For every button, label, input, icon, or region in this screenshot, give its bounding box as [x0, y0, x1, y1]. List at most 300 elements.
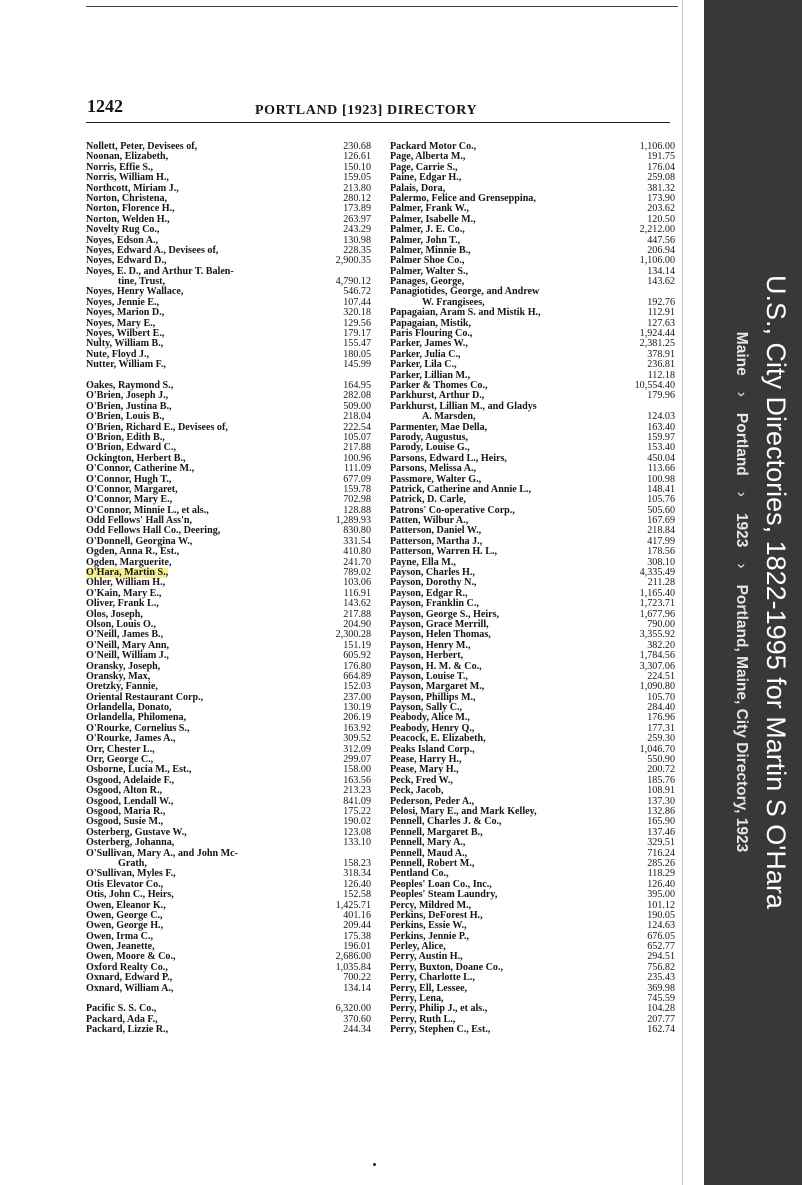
- entry-name: Parkhurst, Lillian M., and Gladys: [390, 400, 537, 412]
- entry-amount: 230.68: [343, 141, 371, 152]
- entry-amount: 244.34: [343, 1024, 371, 1036]
- entry-name: Owen, George C.,: [86, 909, 163, 921]
- directory-entry: [390, 838, 675, 848]
- entry-name: Noyes, Edward D.,: [86, 255, 167, 267]
- entry-name: Pease, Harry H.,: [390, 754, 462, 766]
- entry-amount: 152.03: [343, 681, 371, 693]
- record-sidebar: [704, 0, 802, 1185]
- entry-amount: 320.18: [343, 307, 371, 319]
- entry-amount: 2,900.35: [335, 255, 371, 267]
- entry-amount: 153.40: [647, 442, 675, 454]
- entry-amount: 1,046.70: [639, 743, 675, 755]
- entry-name: Pacific S. S. Co.,: [86, 1003, 157, 1015]
- entry-name: Payson, Dorothy N.,: [390, 577, 477, 589]
- entry-amount: 192.76: [647, 296, 675, 308]
- entry-amount: 218.04: [343, 411, 371, 423]
- entry-amount: 104.28: [647, 1003, 675, 1015]
- entry-amount: 447.56: [647, 234, 675, 246]
- entry-name: Noonan, Elizabeth,: [86, 151, 169, 163]
- entry-amount: 217.88: [343, 608, 371, 620]
- entry-amount: 132.86: [647, 806, 675, 817]
- entry-amount: 105.07: [343, 431, 371, 443]
- entry-amount: 200.72: [647, 764, 675, 776]
- directory-entry: [86, 890, 371, 900]
- entry-amount: 546.72: [343, 286, 371, 298]
- entry-name: Olson, Louis O.,: [86, 618, 156, 630]
- entry-amount: 4,335.49: [639, 567, 675, 579]
- entry-name: O'Sullivan, Mary A., and John Mc-: [86, 847, 238, 859]
- directory-entry: [86, 412, 371, 422]
- entry-amount: 1,425.71: [335, 899, 371, 911]
- directory-entry: [86, 225, 371, 235]
- entry-name: Pentland Co.,: [390, 868, 449, 880]
- entry-amount: 213.80: [343, 182, 371, 194]
- entry-name: Patrick, Catherine and Annie L.,: [390, 483, 532, 495]
- entry-name: Ohler, William H.,: [86, 577, 166, 589]
- entry-amount: 312.09: [343, 743, 371, 755]
- directory-entry: [86, 173, 371, 183]
- entry-name: Peaks Island Corp.,: [390, 743, 475, 755]
- entry-amount: 152.58: [343, 889, 371, 901]
- entry-name: O'Connor, Minnie L., et als.,: [86, 504, 209, 516]
- directory-entry: [390, 1025, 675, 1035]
- entry-amount: 1,035.84: [335, 961, 371, 973]
- entry-name: Panagiotides, George, and Andrew: [390, 286, 540, 298]
- entry-name: Parmenter, Mae Della,: [390, 421, 488, 433]
- entry-amount: 159.78: [343, 483, 371, 495]
- entry-name: Payson, Margaret M.,: [390, 681, 485, 693]
- directory-entry: [86, 464, 371, 474]
- entry-amount: 105.76: [647, 494, 675, 506]
- entry-name: Osgood, Maria R.,: [86, 806, 166, 817]
- entry-name: O'Brien, Louis B.,: [86, 411, 165, 423]
- entry-name: Oxford Realty Co.,: [86, 961, 168, 973]
- entry-name: Orlandella, Philomena,: [86, 712, 187, 724]
- entry-name: Owen, Moore & Co.,: [86, 951, 176, 963]
- entry-amount: 243.29: [343, 224, 371, 236]
- entry-name: Packard, Lizzie R.,: [86, 1024, 169, 1036]
- entry-name: Pennell, Charles J. & Co.,: [390, 816, 502, 828]
- entry-name: Palmer, Walter S.,: [390, 265, 469, 277]
- record-title: U.S., City Directories, 1822-1995 for Martin S O'Hara: [761, 275, 791, 909]
- entry-name: Odd Fellows' Hall Ass'n,: [86, 515, 193, 527]
- entry-name: Peabody, Alice M.,: [390, 712, 470, 724]
- entry-amount: 3,355.92: [639, 629, 675, 641]
- entry-amount: 830.80: [343, 525, 371, 537]
- entry-name: Perkins, Essie W.,: [390, 920, 467, 932]
- entry-name: O'Rourke, Cornelius S.,: [86, 722, 190, 734]
- breadcrumb-separator-icon: ›: [733, 391, 750, 397]
- left-column: [86, 142, 371, 1036]
- entry-name: tine, Trust,: [118, 276, 166, 288]
- entry-amount: 790.00: [647, 618, 675, 630]
- entry-amount: 218.84: [647, 525, 675, 537]
- entry-amount: 203.62: [647, 203, 675, 215]
- entry-amount: 206.94: [647, 244, 675, 256]
- entry-name: Nulty, William B.,: [86, 338, 164, 350]
- entry-amount: 112.91: [647, 307, 675, 319]
- entry-name: Patten, Wilbur A.,: [390, 515, 469, 527]
- entry-amount: 1,106.00: [639, 141, 675, 152]
- entry-name: Orr, George C.,: [86, 754, 154, 766]
- entry-name: Parker, Julia C.,: [390, 348, 461, 360]
- entry-amount: 134.14: [343, 982, 371, 994]
- entry-amount: 112.18: [647, 369, 675, 381]
- directory-entry: [390, 412, 675, 422]
- entry-amount: 151.19: [343, 639, 371, 651]
- entry-amount: 395.00: [647, 889, 675, 901]
- sidebar-rotated-text: [703, 22, 802, 1162]
- entry-amount: 137.46: [647, 826, 675, 838]
- entry-name: O'Neill, Mary Ann,: [86, 639, 169, 651]
- directory-entry: [86, 838, 371, 848]
- entry-amount: 677.09: [343, 473, 371, 485]
- entry-name: Ockington, Herbert B.,: [86, 452, 186, 464]
- entry-amount: 235.43: [647, 972, 675, 984]
- entry-amount: 224.51: [647, 670, 675, 682]
- entry-amount: 124.63: [647, 920, 675, 932]
- entry-name: Otis Elevator Co.,: [86, 878, 164, 890]
- entry-amount: 370.60: [343, 1013, 371, 1025]
- entry-name: Odd Fellows Hall Co., Deering,: [86, 525, 221, 537]
- entry-amount: 143.62: [647, 276, 675, 288]
- entry-name: O'Connor, Hugh T.,: [86, 473, 172, 485]
- entry-amount: 100.98: [647, 473, 675, 485]
- entry-name: Pennell, Robert M.,: [390, 857, 475, 869]
- breadcrumb-item-city[interactable]: Portland: [733, 412, 750, 476]
- entry-name: Osborne, Lucia M., Est.,: [86, 764, 192, 776]
- entry-amount: 1,784.56: [639, 650, 675, 662]
- entry-name: O'Donnell, Georgina W.,: [86, 535, 193, 547]
- entry-name: Pennell, Mary A.,: [390, 837, 466, 849]
- entry-amount: 4,790.12: [335, 276, 371, 288]
- entry-amount: 605.92: [343, 650, 371, 662]
- entry-name: Nutter, William F.,: [86, 359, 166, 371]
- breadcrumb-separator-icon: ›: [733, 491, 750, 497]
- entry-name: Owen, Eleanor K.,: [86, 899, 166, 911]
- entry-name: Osgood, Lendall W.,: [86, 795, 174, 807]
- entry-name: Palermo, Felice and Grenseppina,: [390, 192, 536, 204]
- entry-amount: 1,677.96: [639, 608, 675, 620]
- entry-amount: 222.54: [343, 421, 371, 433]
- entry-name: Perley, Alice,: [390, 941, 446, 953]
- entry-amount: 190.05: [647, 909, 675, 921]
- entry-name: Peck, Jacob,: [390, 785, 444, 797]
- entry-name: Noyes, Marion D.,: [86, 307, 165, 319]
- entry-amount: 185.76: [647, 774, 675, 786]
- entry-name: Parker, James W.,: [390, 338, 468, 350]
- entry-name: Peacock, E. Elizabeth,: [390, 733, 486, 745]
- entry-name: Noyes, Henry Wallace,: [86, 286, 184, 298]
- entry-amount: 178.56: [647, 546, 675, 558]
- entry-name: Page, Alberta M.,: [390, 151, 466, 163]
- entry-name: Page, Carrie S.,: [390, 161, 458, 173]
- entry-amount: 191.75: [647, 151, 675, 163]
- entry-amount: 241.70: [343, 556, 371, 568]
- entry-amount: 173.89: [343, 203, 371, 215]
- entry-name: Noyes, Mary E.,: [86, 317, 156, 329]
- entry-amount: 196.01: [343, 941, 371, 953]
- entry-name: Orlandella, Donato,: [86, 702, 172, 714]
- entry-amount: 128.88: [343, 504, 371, 516]
- header-rule: [86, 122, 670, 123]
- entry-amount: 294.51: [647, 951, 675, 963]
- directory-entry: [390, 651, 675, 661]
- entry-name: O'Connor, Mary E.,: [86, 494, 173, 506]
- entry-name: Osgood, Alton R.,: [86, 785, 162, 797]
- entry-amount: 126.40: [647, 878, 675, 890]
- entry-amount: 329.51: [647, 837, 675, 849]
- entry-name: Peabody, Henry Q.,: [390, 722, 475, 734]
- entry-name: Palmer, Frank W.,: [390, 203, 469, 215]
- directory-entry: [86, 360, 371, 370]
- entry-amount: 129.56: [343, 317, 371, 329]
- entry-name: Norris, William H.,: [86, 172, 169, 184]
- entry-name: O'Brion, Edward C.,: [86, 442, 177, 454]
- entry-amount: 113.66: [647, 463, 675, 475]
- entry-name: Nute, Floyd J.,: [86, 348, 150, 360]
- top-rule: [86, 6, 678, 7]
- entry-name: A. Marsden,: [422, 411, 476, 423]
- entry-name: Parker, Lillian M.,: [390, 369, 471, 381]
- directory-entry: [86, 651, 371, 661]
- entry-amount: 237.00: [343, 691, 371, 703]
- entry-name: Packard Motor Co.,: [390, 141, 477, 152]
- entry-name: O'Kain, Mary E.,: [86, 587, 162, 599]
- entry-amount: 108.91: [647, 785, 675, 797]
- entry-name: Payne, Ella M.,: [390, 556, 456, 568]
- entry-amount: 145.99: [343, 359, 371, 371]
- entry-amount: 123.08: [343, 826, 371, 838]
- breadcrumb-item-year[interactable]: 1923: [733, 512, 750, 548]
- entry-amount: 137.30: [647, 795, 675, 807]
- entry-amount: 401.16: [343, 909, 371, 921]
- entry-name: O'Brion, Edith B.,: [86, 431, 165, 443]
- entry-amount: 126.40: [343, 878, 371, 890]
- entry-amount: 217.88: [343, 442, 371, 454]
- breadcrumb: [732, 22, 750, 1162]
- entry-name: Osterberg, Johanna,: [86, 837, 175, 849]
- directory-entry: [86, 984, 371, 994]
- entry-name: Pelosi, Mary E., and Mark Kelley,: [390, 806, 537, 817]
- entry-name: Payson, Edgar R.,: [390, 587, 468, 599]
- entry-name: Payson, George S., Heirs,: [390, 608, 500, 620]
- entry-amount: 179.96: [647, 390, 675, 402]
- entry-name: Payson, Phillips M.,: [390, 691, 476, 703]
- entry-name: Noyes, Edson A.,: [86, 234, 159, 246]
- entry-name: Parker & Thomes Co.,: [390, 379, 488, 391]
- entry-amount: 159.05: [343, 172, 371, 184]
- entry-amount: 101.12: [647, 899, 675, 911]
- entry-amount: 143.62: [343, 598, 371, 610]
- entry-amount: 700.22: [343, 972, 371, 984]
- right-column: [390, 142, 675, 1036]
- entry-amount: 676.05: [647, 930, 675, 942]
- entry-name: Paris Flouring Co.,: [390, 328, 473, 340]
- entry-name: O'Neill, James B.,: [86, 629, 164, 641]
- entry-amount: 3,307.06: [639, 660, 675, 672]
- entry-amount: 1,165.40: [639, 587, 675, 599]
- entry-name: Oriental Restaurant Corp.,: [86, 691, 204, 703]
- entry-name: Perry, Charlotte L.,: [390, 972, 475, 984]
- entry-amount: 130.98: [343, 234, 371, 246]
- entry-name: Parody, Louise G.,: [390, 442, 470, 454]
- entry-amount: 158.23: [343, 857, 371, 869]
- entry-name: Oliver, Frank L.,: [86, 598, 159, 610]
- entry-amount: 162.74: [647, 1024, 675, 1036]
- entry-name: Oransky, Max,: [86, 670, 151, 682]
- entry-amount: 285.26: [647, 857, 675, 869]
- entry-amount: 107.44: [343, 296, 371, 308]
- entry-name: Oxnard, Edward P.,: [86, 972, 173, 984]
- entry-amount: 177.31: [647, 722, 675, 734]
- entry-name: W. Frangisees,: [422, 296, 485, 308]
- breadcrumb-item-directory[interactable]: Portland, Maine, City Directory, 1923: [733, 584, 750, 853]
- entry-amount: 165.90: [647, 816, 675, 828]
- entry-name: Peck, Fred W.,: [390, 774, 453, 786]
- entry-amount: 2,300.28: [335, 629, 371, 641]
- entry-name: Papagaian, Aram S. and Mistik H.,: [390, 307, 541, 319]
- entry-amount: 331.54: [343, 535, 371, 547]
- entry-name: Perry, Ell, Lessee,: [390, 982, 468, 994]
- entry-amount: 652.77: [647, 941, 675, 953]
- entry-amount: 550.90: [647, 754, 675, 766]
- entry-amount: 118.29: [647, 868, 675, 880]
- entry-name: Patrick, D. Carle,: [390, 494, 466, 506]
- entry-amount: 259.30: [647, 733, 675, 745]
- entry-amount: 204.90: [343, 618, 371, 630]
- entry-name: Perkins, DeForest H.,: [390, 909, 483, 921]
- entry-amount: 163.40: [647, 421, 675, 433]
- entry-amount: 124.03: [647, 411, 675, 423]
- entry-name: Northcott, Miriam J.,: [86, 182, 179, 194]
- entry-amount: 410.80: [343, 546, 371, 558]
- entry-amount: 756.82: [647, 961, 675, 973]
- entry-name: Norton, Florence H.,: [86, 203, 175, 215]
- entry-name: Oretzky, Fannie,: [86, 681, 158, 693]
- entry-amount: 155.47: [343, 338, 371, 350]
- entry-name: Payson, Charles H.,: [390, 567, 475, 579]
- entry-amount: 10,554.40: [634, 379, 675, 391]
- entry-amount: 309.52: [343, 733, 371, 745]
- entry-name: Parker, Lila C.,: [390, 359, 457, 371]
- entry-amount: 176.04: [647, 161, 675, 173]
- entry-name: Norris, Effie S.,: [86, 161, 153, 173]
- entry-name: Noyes, Jennie E.,: [86, 296, 160, 308]
- entry-name: Oransky, Joseph,: [86, 660, 161, 672]
- entry-name: Grath,: [118, 857, 147, 869]
- entry-name: Orr, Chester L.,: [86, 743, 155, 755]
- entry-amount: 209.44: [343, 920, 371, 932]
- entry-amount: 179.17: [343, 328, 371, 340]
- entry-amount: 1,723.71: [639, 598, 675, 610]
- entry-amount: 1,924.44: [639, 328, 675, 340]
- entry-amount: 116.91: [343, 587, 371, 599]
- entry-name: Panages, George,: [390, 276, 465, 288]
- entry-amount: 702.98: [343, 494, 371, 506]
- entry-amount: 236.81: [647, 359, 675, 371]
- breadcrumb-item-state[interactable]: Maine: [733, 331, 750, 376]
- entry-name: Norton, Welden H.,: [86, 213, 170, 225]
- entry-name: Ogden, Marguerite,: [86, 556, 172, 568]
- entry-amount: 450.04: [647, 452, 675, 464]
- entry-name: Palmer, Isabelle M.,: [390, 213, 476, 225]
- entry-name: Palmer, John T.,: [390, 234, 461, 246]
- page-end-mark: [373, 1163, 376, 1166]
- entry-name: Perry, Buxton, Doane Co.,: [390, 961, 503, 973]
- entry-amount: 6,320.00: [335, 1003, 371, 1015]
- entry-amount: 103.06: [343, 577, 371, 589]
- entry-amount: 163.92: [343, 722, 371, 734]
- entry-name: Oxnard, William A.,: [86, 982, 174, 994]
- entry-name: Patterson, Daniel W.,: [390, 525, 482, 537]
- entry-amount: 111.09: [343, 463, 371, 475]
- entry-amount: 133.10: [343, 837, 371, 849]
- scan-edge: [682, 0, 683, 1185]
- entry-amount: 2,686.00: [335, 951, 371, 963]
- entry-name: Owen, Irma C.,: [86, 930, 154, 942]
- directory-entry: [390, 173, 675, 183]
- entry-amount: 382.20: [647, 639, 675, 651]
- page-number: 1242: [87, 96, 123, 116]
- entry-name: Payson, Grace Merrill,: [390, 618, 489, 630]
- entry-amount: 120.50: [647, 213, 675, 225]
- entry-amount: 213.23: [343, 785, 371, 797]
- entry-amount: 164.95: [343, 379, 371, 391]
- entry-amount: 299.07: [343, 754, 371, 766]
- directory-entry: [86, 1025, 371, 1035]
- entry-amount: 664.89: [343, 670, 371, 682]
- entry-amount: 175.22: [343, 806, 371, 817]
- entry-name: Novelty Rug Co.,: [86, 224, 160, 236]
- entry-name: Osgood, Adelaide F.,: [86, 774, 174, 786]
- entry-amount: 173.90: [647, 192, 675, 204]
- entry-name: Payson, Henry M.,: [390, 639, 471, 651]
- entry-amount: 284.40: [647, 702, 675, 714]
- entry-name: Percy, Mildred M.,: [390, 899, 472, 911]
- entry-name: O'Brien, Joseph J.,: [86, 390, 169, 402]
- entry-name: Osterberg, Gustave W.,: [86, 826, 187, 838]
- entry-name: Perry, Philip J., et als.,: [390, 1003, 488, 1015]
- breadcrumb-separator-icon: ›: [733, 563, 750, 569]
- entry-name: Peoples' Steam Laundry,: [390, 889, 498, 901]
- entry-name: Patrons' Co-operative Corp.,: [390, 504, 515, 516]
- entry-amount: 180.05: [343, 348, 371, 360]
- entry-name: Noyes, E. D., and Arthur T. Balen-: [86, 265, 234, 277]
- entry-amount: 163.56: [343, 774, 371, 786]
- entry-name: Palmer, J. E. Co.,: [390, 224, 465, 236]
- entry-name: Noyes, Edward A., Devisees of,: [86, 244, 219, 256]
- entry-name: Palmer Shoe Co.,: [390, 255, 465, 267]
- entry-amount: 263.97: [343, 213, 371, 225]
- entry-amount: 378.91: [647, 348, 675, 360]
- directory-entry: [390, 890, 675, 900]
- entry-name: Payson, Herbert,: [390, 650, 464, 662]
- entry-amount: 126.61: [343, 151, 371, 163]
- entry-name: Olos, Joseph,: [86, 608, 143, 620]
- entry-amount: 158.00: [343, 764, 371, 776]
- highlighted-entry-name: O'Hara, Martin S.,: [86, 567, 169, 579]
- entry-amount: 175.38: [343, 930, 371, 942]
- entry-name: Parsons, Edward L., Heirs,: [390, 452, 507, 464]
- entry-amount: 176.96: [647, 712, 675, 724]
- entry-name: Perry, Stephen C., Est.,: [390, 1024, 491, 1036]
- entry-amount: 1,289.93: [335, 515, 371, 527]
- entry-name: Perry, Lena,: [390, 993, 444, 1005]
- entry-amount: 2,212.00: [639, 224, 675, 236]
- entry-name: Payson, Franklin C.,: [390, 598, 479, 610]
- entry-name: Pennell, Margaret B.,: [390, 826, 483, 838]
